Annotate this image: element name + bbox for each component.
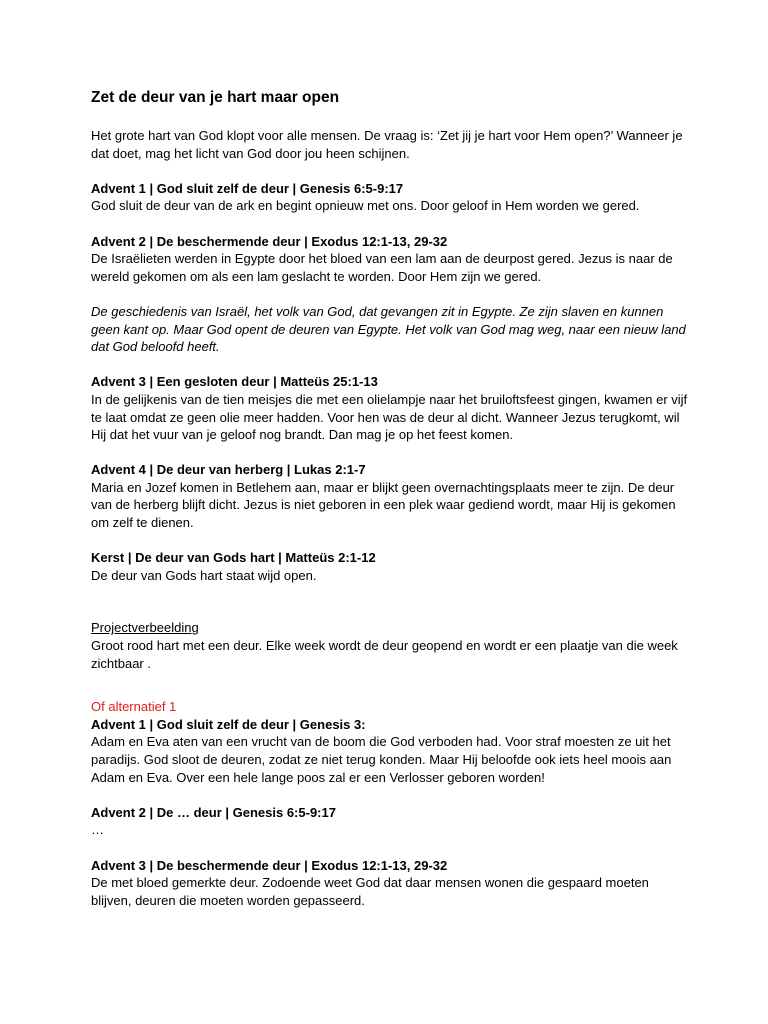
- israel-history-paragraph: De geschiedenis van Israël, het volk van God, dat gevangen zit in Egypte. Ze zijn slaven en kunnen geen kant op. Maar God opent de deuren van Egypte. Het volk van God mag weg, naar een nieuw land dat God beloofd heeft.: [91, 303, 686, 355]
- advent-3-heading: Advent 3 | Een gesloten deur | Matteüs 25:1-13: [91, 374, 378, 390]
- advent-1-section: [91, 180, 691, 215]
- alternative-advent-3-heading: Advent 3 | De beschermende deur | Exodus 12:1-13, 29-32: [91, 857, 448, 873]
- advent-2-section: [91, 233, 691, 286]
- advent-4-section: [91, 461, 691, 531]
- intro-paragraph: Het grote hart van God klopt voor alle mensen. De vraag is: ‘Zet jij je hart voor Hem open?’ Wanneer je dat doet, mag het licht van God door jou heen schijnen.: [91, 128, 683, 161]
- project-label: Projectverbeelding: [91, 620, 199, 636]
- alternative-label: Of alternatief 1: [91, 699, 177, 715]
- alternative-advent-2-text: …: [91, 822, 104, 838]
- document-title: Zet de deur van je hart maar open: [91, 89, 340, 106]
- alternative-advent-3-text: De met bloed gemerkte deur. Zodoende weet God dat daar mensen wonen die gespaard moeten blijven, deuren die moeten worden gepasseerd.: [91, 875, 649, 908]
- advent-1-heading: Advent 1 | God sluit zelf de deur | Genesis 6:5-9:17: [91, 180, 404, 196]
- section-spacer: [91, 584, 691, 619]
- advent-2-heading: Advent 2 | De beschermende deur | Exodus 12:1-13, 29-32: [91, 233, 448, 249]
- kerst-section: [91, 549, 691, 584]
- advent-3-section: [91, 373, 691, 443]
- advent-2-text: De Israëlieten werden in Egypte door het bloed van een lam aan de deurpost gered. Jezus is naar de wereld gekomen om als een lam geslacht te worden. Door Hem zijn we gered.: [91, 251, 673, 284]
- project-text: Groot rood hart met een deur. Elke week wordt de deur geopend en wordt er een plaatje van die week zichtbaar .: [91, 638, 678, 671]
- alternative-advent-1-text: Adam en Eva aten van een vrucht van de boom die God verboden had. Voor straf moesten ze uit het paradijs. God sloot de deuren, zodat ze niet terug konden. Maar Hij beloofde ook iets heel moois aan Adam en Eva. Over een hele lange poos zal er een Verlosser geboren worden!: [91, 734, 672, 785]
- alternative-advent-1-heading: Advent 1 | God sluit zelf de deur | Genesis 3:: [91, 716, 366, 732]
- project-section: [91, 619, 691, 672]
- kerst-text: De deur van Gods hart staat wijd open.: [91, 567, 317, 583]
- kerst-heading: Kerst | De deur van Gods hart | Matteüs 2:1-12: [91, 550, 376, 566]
- advent-1-text: God sluit de deur van de ark en begint opnieuw met ons. Door geloof in Hem worden we gered.: [91, 198, 640, 214]
- section-spacer: [91, 672, 691, 698]
- alternative-advent-2-heading: Advent 2 | De … deur | Genesis 6:5-9:17: [91, 804, 336, 820]
- alternative-advent-1-section: [91, 698, 691, 786]
- document-page: [91, 88, 691, 909]
- advent-3-text: In de gelijkenis van de tien meisjes die met een olielampje naar het bruiloftsfeest gingen, kwamen er vijf te laat omdat ze geen olie meer hadden. Voor hen was de deur al dicht. Wanneer Jezus terugkomt, wil Hij dat het vuur van je geloof nog brandt. Dan mag je op het feest komen.: [91, 391, 688, 443]
- alternative-advent-2-section: [91, 804, 691, 839]
- alternative-advent-3-section: [91, 857, 691, 910]
- advent-4-text: Maria en Jozef komen in Betlehem aan, maar er blijkt geen overnachtingsplaats meer te zijn. De deur van de herberg blijft dicht. Jezus is niet geboren in een plek waar gediend wordt, maar Hij is gekomen om zelf te dienen.: [91, 479, 676, 531]
- advent-4-heading: Advent 4 | De deur van herberg | Lukas 2:1-7: [91, 462, 366, 478]
